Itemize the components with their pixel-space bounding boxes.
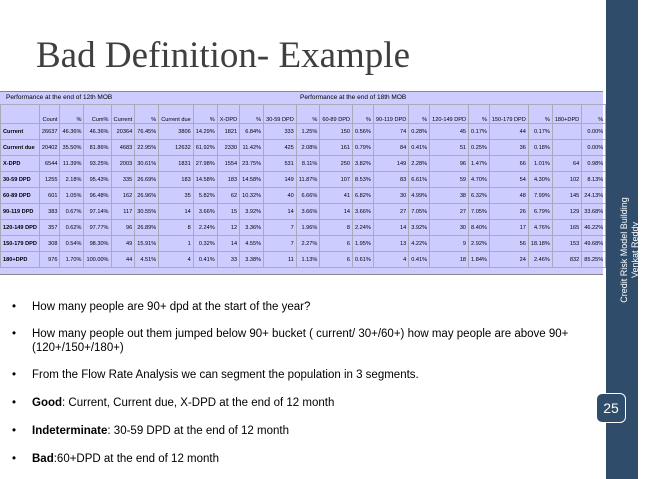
table-cell: 85.25% [582, 252, 606, 268]
row-label: Current [1, 124, 40, 140]
table-cell: 0.62% [60, 220, 84, 236]
row-label: Current due [1, 140, 40, 156]
table-cell: 66 [489, 156, 528, 172]
table-cell: 1.13% [296, 252, 320, 268]
table-cell: 4.55% [240, 236, 264, 252]
table-cell: 0.17% [469, 124, 490, 140]
column-header: % [582, 105, 606, 124]
table-cell: 6.61% [409, 172, 430, 188]
table-cell: 11 [264, 252, 297, 268]
table-cell: 84 [373, 140, 408, 156]
table-cell: 22.95% [135, 140, 159, 156]
table-cell: 81.86% [84, 140, 111, 156]
table-cell: 8 [159, 220, 194, 236]
table-cell: 3806 [159, 124, 194, 140]
table-caption-right: Performance at the end of 18th MOB [300, 94, 407, 101]
table-cell: 8.40% [469, 220, 490, 236]
column-header: % [60, 105, 84, 124]
table-cell: 0.79% [353, 140, 374, 156]
column-header: % [353, 105, 374, 124]
table-cell: 308 [39, 236, 60, 252]
table-cell: 153 [552, 236, 581, 252]
row-label: 30-59 DPD [1, 172, 40, 188]
table-cell: 3.92% [240, 204, 264, 220]
table-cell: 9 [430, 236, 469, 252]
table-cell: 11.39% [60, 156, 84, 172]
column-header: 120-149 DPD [430, 105, 469, 124]
table-cell: 150 [320, 124, 353, 140]
table-cell: 1821 [217, 124, 239, 140]
column-header: 90-119 DPD [373, 105, 408, 124]
table-cell: 6.32% [469, 188, 490, 204]
table-cell: 97.77% [84, 220, 111, 236]
table-cell: 12 [217, 220, 239, 236]
table-cell: 4.99% [409, 188, 430, 204]
column-header: 60-89 DPD [320, 105, 353, 124]
table-cell: 27 [430, 204, 469, 220]
table-cell: 11.87% [296, 172, 320, 188]
table-cell: 14.58% [240, 172, 264, 188]
table-cell: 14 [264, 204, 297, 220]
column-header: % [469, 105, 490, 124]
table-cell: 8 [320, 220, 353, 236]
table-cell: 23.75% [240, 156, 264, 172]
sidebar-text-line2: Venkat Reddy [630, 221, 640, 279]
table-cell: 107 [320, 172, 353, 188]
table-cell: 0.56% [353, 124, 374, 140]
table-cell: 2.27% [296, 236, 320, 252]
column-header: % [193, 105, 217, 124]
table-cell: 4 [159, 252, 194, 268]
table-cell: 20402 [39, 140, 60, 156]
sidebar-text [619, 150, 659, 350]
column-header: % [409, 105, 430, 124]
table-cell: 7.05% [409, 204, 430, 220]
bullet-text: :60+DPD at the end of 12 month [53, 453, 219, 465]
table-cell: 0.28% [409, 124, 430, 140]
table-cell: 26 [489, 204, 528, 220]
column-header: % [240, 105, 264, 124]
table-cell: 1255 [39, 172, 60, 188]
table-cell: 45 [430, 124, 469, 140]
table-cell: 26.96% [135, 188, 159, 204]
table-cell: 1.70% [60, 252, 84, 268]
table-cell: 250 [320, 156, 353, 172]
table-cell: 59 [430, 172, 469, 188]
flow-rate-table [0, 104, 606, 268]
table-cell: 1.47% [469, 156, 490, 172]
slide-title: Bad Definition- Example [36, 35, 411, 76]
table-cell: 3.66% [193, 204, 217, 220]
table-cell: 6 [320, 236, 353, 252]
table-cell: 1.96% [296, 220, 320, 236]
table-cell: 8.13% [582, 172, 606, 188]
table-cell: 14 [217, 236, 239, 252]
table-cell: 183 [217, 172, 239, 188]
table-cell: 4.30% [528, 172, 552, 188]
bullet-text: : Current, Current due, X-DPD at the end of 12 month [62, 397, 335, 409]
table-row [1, 140, 606, 156]
table-cell: 33 [217, 252, 239, 268]
table-cell: 14 [373, 220, 408, 236]
table-cell: 96 [430, 156, 469, 172]
table-cell: 1 [159, 236, 194, 252]
table-cell: 1.84% [469, 252, 490, 268]
table-cell: 11.42% [240, 140, 264, 156]
row-label: X-DPD [1, 156, 40, 172]
table-cell: 7 [264, 220, 297, 236]
table-cell: 531 [264, 156, 297, 172]
table-cell: 13 [373, 236, 408, 252]
bullet-icon: • [12, 397, 17, 409]
table-cell: 24 [489, 252, 528, 268]
table-cell: 0.18% [528, 140, 552, 156]
table-cell: 83 [373, 172, 408, 188]
table-cell: 7.99% [528, 188, 552, 204]
table-cell: 2.46% [528, 252, 552, 268]
table-cell: 46.36% [60, 124, 84, 140]
bullet-item [8, 327, 592, 355]
table-cell: 2003 [111, 156, 135, 172]
table-cell: 6.79% [528, 204, 552, 220]
table-cell: 97.14% [84, 204, 111, 220]
table-cell: 0.41% [193, 252, 217, 268]
table-cell: 0.17% [528, 124, 552, 140]
table-cell: 30.61% [135, 156, 159, 172]
table-cell: 61.92% [193, 140, 217, 156]
table-cell: 425 [264, 140, 297, 156]
bullet-icon: • [12, 328, 17, 340]
table-cell: 357 [39, 220, 60, 236]
table-cell [552, 140, 581, 156]
table-cell: 0.41% [409, 252, 430, 268]
column-header: Current [111, 105, 135, 124]
table-cell: 149 [373, 156, 408, 172]
bullet-text: How many people out them jumped below 90+ bucket ( current/ 30+/60+) how may people are above 90+ (120+/150+/180+) [32, 328, 569, 354]
table-cell: 1.25% [296, 124, 320, 140]
page-number: 25 [596, 393, 626, 423]
table-cell: 333 [264, 124, 297, 140]
table-cell: 27 [373, 204, 408, 220]
table-cell: 41 [320, 188, 353, 204]
table-cell: 15 [217, 204, 239, 220]
row-label: 180+DPD [1, 252, 40, 268]
table-header-row [1, 105, 606, 124]
table-cell: 6544 [39, 156, 60, 172]
table-cell: 14.58% [193, 172, 217, 188]
column-header: 150-179 DPD [489, 105, 528, 124]
row-label: 120-149 DPD [1, 220, 40, 236]
table-cell: 20364 [111, 124, 135, 140]
table-cell: 0.00% [582, 124, 606, 140]
table-cell: 14 [320, 204, 353, 220]
bullet-item [8, 452, 592, 466]
table-cell: 30 [430, 220, 469, 236]
table-cell: 3.66% [296, 204, 320, 220]
table-cell: 18 [430, 252, 469, 268]
table-cell: 30 [373, 188, 408, 204]
table-row [1, 204, 606, 220]
table-cell: 46.22% [582, 220, 606, 236]
table-cell: 1.01% [528, 156, 552, 172]
table-cell: 0.41% [409, 140, 430, 156]
table-cell: 1.95% [353, 236, 374, 252]
table-row [1, 188, 606, 204]
table-cell: 100.00% [84, 252, 111, 268]
table-cell: 14 [159, 204, 194, 220]
column-header: % [135, 105, 159, 124]
table-cell: 49.68% [582, 236, 606, 252]
table-cell: 30.55% [135, 204, 159, 220]
table-cell: 74 [373, 124, 408, 140]
table-cell: 3.38% [240, 252, 264, 268]
table-row [1, 252, 606, 268]
table-cell: 4.22% [409, 236, 430, 252]
table-cell: 8.53% [353, 172, 374, 188]
table-cell: 24.13% [582, 188, 606, 204]
table-cell: 3.82% [353, 156, 374, 172]
table-cell: 3.92% [409, 220, 430, 236]
table-cell: 35.50% [60, 140, 84, 156]
table-cell: 54 [489, 172, 528, 188]
row-label: 150-179 DPD [1, 236, 40, 252]
bullet-icon: • [12, 425, 17, 437]
table-cell: 27.98% [193, 156, 217, 172]
table-cell: 976 [39, 252, 60, 268]
table-cell: 8.11% [296, 156, 320, 172]
table-cell: 2.24% [193, 220, 217, 236]
table-cell: 4.51% [135, 252, 159, 268]
table-cell: 96.48% [84, 188, 111, 204]
table-cell: 0.61% [353, 252, 374, 268]
table-cell: 36 [489, 140, 528, 156]
table-cell: 1554 [217, 156, 239, 172]
column-header: X-DPD [217, 105, 239, 124]
table-cell: 40 [264, 188, 297, 204]
table-cell: 0.98% [582, 156, 606, 172]
table-cell: 129 [552, 204, 581, 220]
table-cell: 2.08% [296, 140, 320, 156]
table-cell: 15.91% [135, 236, 159, 252]
column-header: Cum% [84, 105, 111, 124]
table-cell: 96 [111, 220, 135, 236]
row-label: 60-89 DPD [1, 188, 40, 204]
table-cell: 0.00% [582, 140, 606, 156]
table-cell: 7.05% [469, 204, 490, 220]
bullet-item [8, 396, 592, 410]
row-label: 90-119 DPD [1, 204, 40, 220]
table-cell: 26.89% [135, 220, 159, 236]
table-cell: 4 [373, 252, 408, 268]
table-cell: 95.43% [84, 172, 111, 188]
table-cell: 18.18% [528, 236, 552, 252]
table-cell: 4683 [111, 140, 135, 156]
table-cell: 38 [430, 188, 469, 204]
table-cell: 601 [39, 188, 60, 204]
table-cell: 46.36% [84, 124, 111, 140]
table-row [1, 156, 606, 172]
table-cell: 2.24% [353, 220, 374, 236]
bullet-prefix: Indeterminate [32, 425, 108, 437]
table-cell: 183 [159, 172, 194, 188]
table-row [1, 220, 606, 236]
table-cell: 0.25% [469, 140, 490, 156]
table-cell: 56 [489, 236, 528, 252]
table-cell: 1831 [159, 156, 194, 172]
table-cell: 2.28% [409, 156, 430, 172]
table-cell: 162 [111, 188, 135, 204]
table-cell: 2.18% [60, 172, 84, 188]
table-cell: 35 [159, 188, 194, 204]
bullet-prefix: Good [32, 397, 63, 409]
table-row [1, 124, 606, 140]
table-cell: 93.25% [84, 156, 111, 172]
table-cell [552, 124, 581, 140]
column-header: 180+DPD [552, 105, 581, 124]
table-cell: 49 [111, 236, 135, 252]
table-cell: 62 [217, 188, 239, 204]
table-cell: 1.05% [60, 188, 84, 204]
column-header: % [296, 105, 320, 124]
table-cell: 6.66% [296, 188, 320, 204]
bullet-text: How many people are 90+ dpd at the start of the year? [32, 301, 311, 313]
bullet-icon: • [12, 369, 17, 381]
table-cell: 12632 [159, 140, 194, 156]
bullet-item [8, 300, 592, 314]
table-cell: 3.66% [353, 204, 374, 220]
table-row [1, 236, 606, 252]
bullet-text: From the Flow Rate Analysis we can segment the population in 3 segments. [32, 369, 419, 381]
bullet-icon: • [12, 301, 17, 313]
table-cell: 98.30% [84, 236, 111, 252]
table-cell: 44 [489, 124, 528, 140]
table-cell: 145 [552, 188, 581, 204]
flow-rate-table-panel [0, 91, 603, 275]
table-cell: 335 [111, 172, 135, 188]
bullet-item [8, 424, 592, 438]
column-header [1, 105, 40, 124]
bullet-prefix: Bad [32, 453, 54, 465]
table-cell: 6.84% [240, 124, 264, 140]
table-cell: 832 [552, 252, 581, 268]
sidebar-text-line1: Credit Risk Model Building [619, 197, 629, 303]
table-cell: 44 [111, 252, 135, 268]
table-cell: 102 [552, 172, 581, 188]
table-caption-left: Performance at the end of 12th MOB [6, 94, 113, 101]
table-cell: 149 [264, 172, 297, 188]
table-cell: 26637 [39, 124, 60, 140]
table-cell: 0.67% [60, 204, 84, 220]
table-cell: 2.92% [469, 236, 490, 252]
table-cell: 26.69% [135, 172, 159, 188]
table-cell: 76.45% [135, 124, 159, 140]
table-row [1, 172, 606, 188]
table-cell: 51 [430, 140, 469, 156]
column-header: % [528, 105, 552, 124]
table-cell: 6 [320, 252, 353, 268]
table-cell: 14.29% [193, 124, 217, 140]
table-cell: 17 [489, 220, 528, 236]
table-cell: 0.32% [193, 236, 217, 252]
column-header: Count [39, 105, 60, 124]
column-header: Current due [159, 105, 194, 124]
table-cell: 33.68% [582, 204, 606, 220]
table-cell: 5.82% [193, 188, 217, 204]
table-cell: 0.54% [60, 236, 84, 252]
bullet-text: : 30-59 DPD at the end of 12 month [107, 425, 289, 437]
table-cell: 10.32% [240, 188, 264, 204]
table-cell: 2330 [217, 140, 239, 156]
table-cell: 4.70% [469, 172, 490, 188]
table-cell: 383 [39, 204, 60, 220]
table-cell: 165 [552, 220, 581, 236]
table-cell: 48 [489, 188, 528, 204]
table-cell: 117 [111, 204, 135, 220]
bullet-item [8, 368, 592, 382]
table-cell: 64 [552, 156, 581, 172]
table-cell: 161 [320, 140, 353, 156]
table-cell: 6.82% [353, 188, 374, 204]
table-cell: 4.76% [528, 220, 552, 236]
column-header: 30-59 DPD [264, 105, 297, 124]
table-cell: 3.36% [240, 220, 264, 236]
bullet-icon: • [12, 453, 17, 465]
table-cell: 7 [264, 236, 297, 252]
table-body [1, 124, 606, 268]
